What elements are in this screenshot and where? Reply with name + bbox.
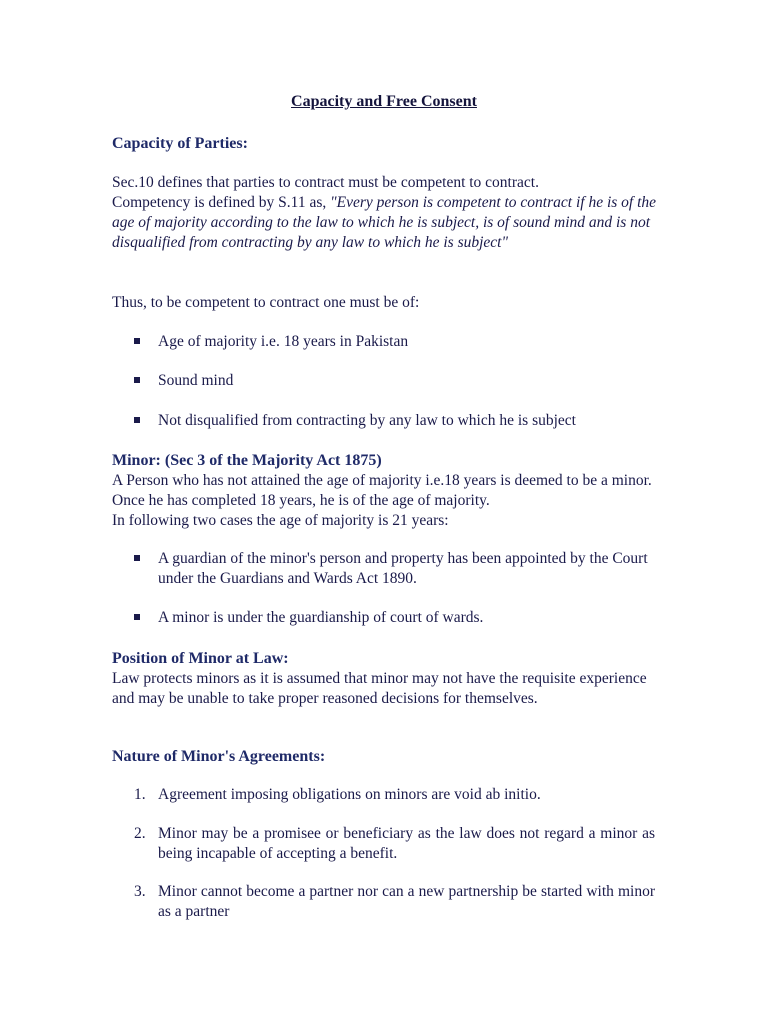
minor-heading: Minor: (Sec 3 of the Majority Act 1875) bbox=[112, 452, 382, 469]
minor-paragraph: A Person who has not attained the age of majority i.e.18 years is deemed to be a minor. Once he has completed 18 years, he is of the age of majority. bbox=[112, 472, 652, 509]
capacity-heading: Capacity of Parties: bbox=[112, 135, 248, 152]
section-11-quote: "Every person is competent to contract if he is of the age of majority according to the law to which he is subject, is of sound mind and is not disqualified from contracting by any law to which he is subject" bbox=[112, 194, 657, 251]
nature-item-1: Agreement imposing obligations on minors are void ab initio. bbox=[158, 786, 541, 803]
competency-prefix: Competency is defined by S.11 as, bbox=[112, 194, 331, 211]
nature-item-3: Minor cannot become a partner nor can a new partnership be started with minor as a partner bbox=[158, 883, 655, 920]
minor-bullet-1: A guardian of the minor's person and property has been appointed by the Court under the Guardians and Wards Act 1890. bbox=[158, 550, 648, 587]
capacity-bullet-3: Not disqualified from contracting by any law to which he is subject bbox=[158, 412, 576, 429]
capacity-line-1: Sec.10 defines that parties to contract must be competent to contract. bbox=[112, 174, 539, 191]
minor-bullet-2: A minor is under the guardianship of court of wards. bbox=[158, 609, 484, 626]
capacity-paragraph bbox=[112, 173, 657, 253]
item-number: 3. bbox=[134, 883, 146, 900]
document-title: Capacity and Free Consent bbox=[291, 93, 477, 110]
bullet-icon bbox=[134, 377, 140, 383]
capacity-line-2 bbox=[112, 193, 657, 253]
bullet-icon bbox=[134, 614, 140, 620]
minor-paragraph-2: In following two cases the age of majority is 21 years: bbox=[112, 512, 449, 529]
bullet-icon bbox=[134, 555, 140, 561]
nature-item-2: Minor may be a promisee or beneficiary as the law does not regard a minor as being incapable of accepting a benefit. bbox=[158, 825, 655, 862]
item-number: 2. bbox=[134, 825, 146, 842]
capacity-bullet-1: Age of majority i.e. 18 years in Pakistan bbox=[158, 333, 409, 350]
position-heading: Position of Minor at Law: bbox=[112, 650, 289, 667]
item-number: 1. bbox=[134, 786, 146, 803]
capacity-intro: Thus, to be competent to contract one must be of: bbox=[112, 294, 420, 311]
position-paragraph: Law protects minors as it is assumed that minor may not have the requisite experience and may be unable to take proper reasoned decisions for themselves. bbox=[112, 670, 647, 707]
bullet-icon bbox=[134, 417, 140, 423]
nature-heading: Nature of Minor's Agreements: bbox=[112, 748, 326, 765]
bullet-icon bbox=[134, 338, 140, 344]
capacity-bullet-2: Sound mind bbox=[158, 372, 234, 389]
